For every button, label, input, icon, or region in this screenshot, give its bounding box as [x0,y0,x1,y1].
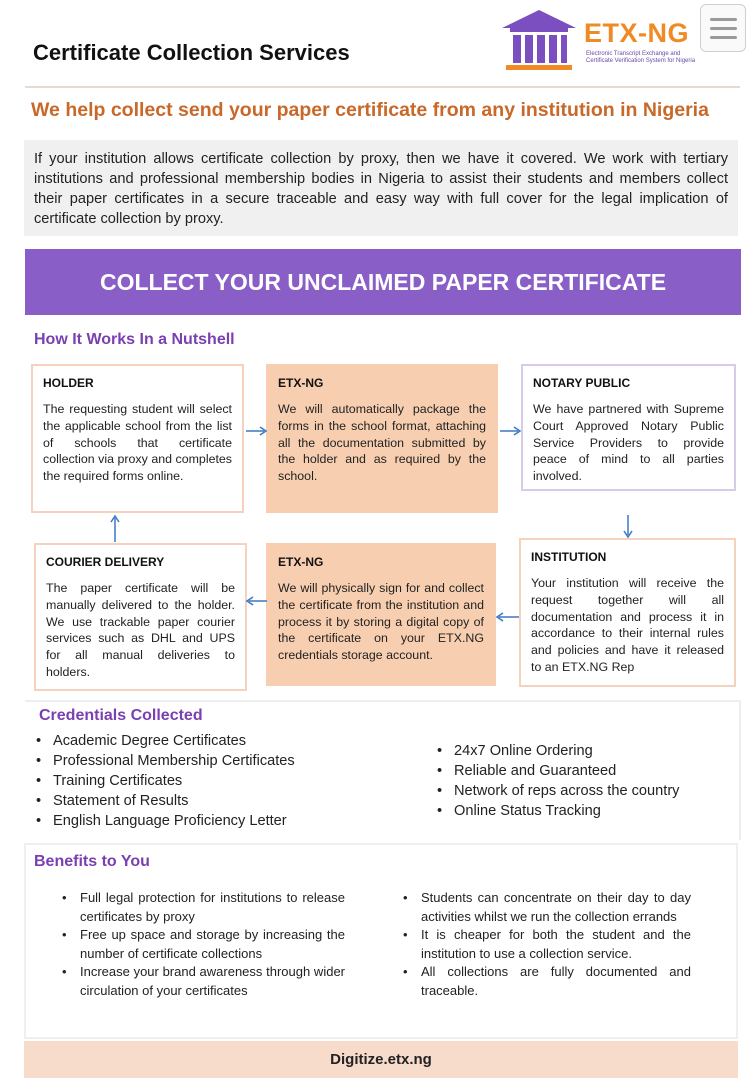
list-item: • Full legal protection for institutions to release certificates by proxy [62,889,345,926]
arrow-down-icon [621,513,635,539]
list-item: • English Language Proficiency Letter [31,811,351,831]
list-item: • It is cheaper for both the student and the institution to use a collection service. [403,926,691,963]
arrow-left-icon [495,610,521,624]
etx-ng-logo[interactable] [496,8,701,78]
list-item: • Network of reps across the country [432,781,732,801]
list-item: • Free up space and storage by increasing the number of certificate collections [62,926,345,963]
step-notary-public [521,364,736,491]
credentials-heading: Credentials Collected [39,707,203,724]
step-institution [519,538,736,687]
header-divider [25,86,740,88]
step-title: INSTITUTION [531,550,607,564]
menu-button[interactable] [700,4,746,52]
list-item: • Professional Membership Certificates [31,751,351,771]
benefits-list-left [62,889,345,1001]
step-title: ETX-NG [278,555,324,569]
hamburger-icon [710,18,737,21]
step-body: The requesting student will select the applicable school from the list of schools that certificate collection via proxy and completes the required forms online. [43,402,232,484]
arrow-up-icon [108,514,122,544]
step-courier-delivery [34,543,247,691]
list-item: • Academic Degree Certificates [31,731,351,751]
step-body: The paper certificate will be manually delivered to the holder. We use trackable paper courier services such as DHL and UPS for all manual deliveries to holders. [46,581,235,679]
step-holder [31,364,244,513]
step-title: NOTARY PUBLIC [533,376,631,390]
list-item: • Online Status Tracking [432,801,732,821]
list-item: • Statement of Results [31,791,351,811]
list-item: • Training Certificates [31,771,351,791]
step-title: ETX-NG [278,376,324,390]
step-etx-ng-package [266,364,498,513]
benefits-heading: Benefits to You [34,853,150,870]
tagline: We help collect send your paper certificate from any institution in Nigeria [31,99,709,121]
how-it-works-heading: How It Works In a Nutshell [34,331,235,348]
institution-icon [496,8,582,74]
page-title: Certificate Collection Services [33,40,350,65]
list-item: • 24x7 Online Ordering [432,741,732,761]
list-item: • Increase your brand awareness through wider circulation of your certificates [62,963,345,1000]
step-title: COURIER DELIVERY [46,555,165,569]
footer-link[interactable]: Digitize.etx.ng [24,1041,738,1078]
credentials-list [31,731,351,831]
arrow-right-icon [498,424,522,438]
logo-subtitle: Electronic Transcript Exchange and Certificate Verification System for Nigeria [586,51,696,64]
banner: COLLECT YOUR UNCLAIMED PAPER CERTIFICATE [25,249,741,315]
step-body: We will physically sign for and collect the certificate from the institution and process it by storing a digital copy of the certificate on your ETX.NG credentials storage account. [278,581,484,663]
features-list [432,741,732,821]
step-body: We will automatically package the forms in the school format, attaching all the documentation submitted by the holder and as required by the school. [278,402,486,484]
list-item: • Students can concentrate on their day to day activities whilst we run the collection errands [403,889,691,926]
step-etx-ng-collect [266,543,496,686]
arrow-left-icon [245,594,269,608]
logo-text: ETX-NG [584,18,690,48]
step-title: HOLDER [43,376,94,390]
list-item: • Reliable and Guaranteed [432,761,732,781]
benefits-list-right [403,889,691,1001]
step-body: Your institution will receive the request together will all documentation and process it in accordance to their internal rules and policies and have it released to an ETX.NG Rep [531,576,724,674]
intro-paragraph: If your institution allows certificate collection by proxy, then we have it covered. We work with tertiary institutions and professional membership bodies in Nigeria to assist their students and members collect their paper certificates in a secure traceable and easy way with full cover for the legal implication of certificate collection by proxy. [24,140,738,236]
step-body: We have partnered with Supreme Court Approved Notary Public Service Providers to provide peace of mind to all parties involved. [533,402,724,484]
arrow-right-icon [244,424,268,438]
list-item: • All collections are fully documented and traceable. [403,963,691,1000]
